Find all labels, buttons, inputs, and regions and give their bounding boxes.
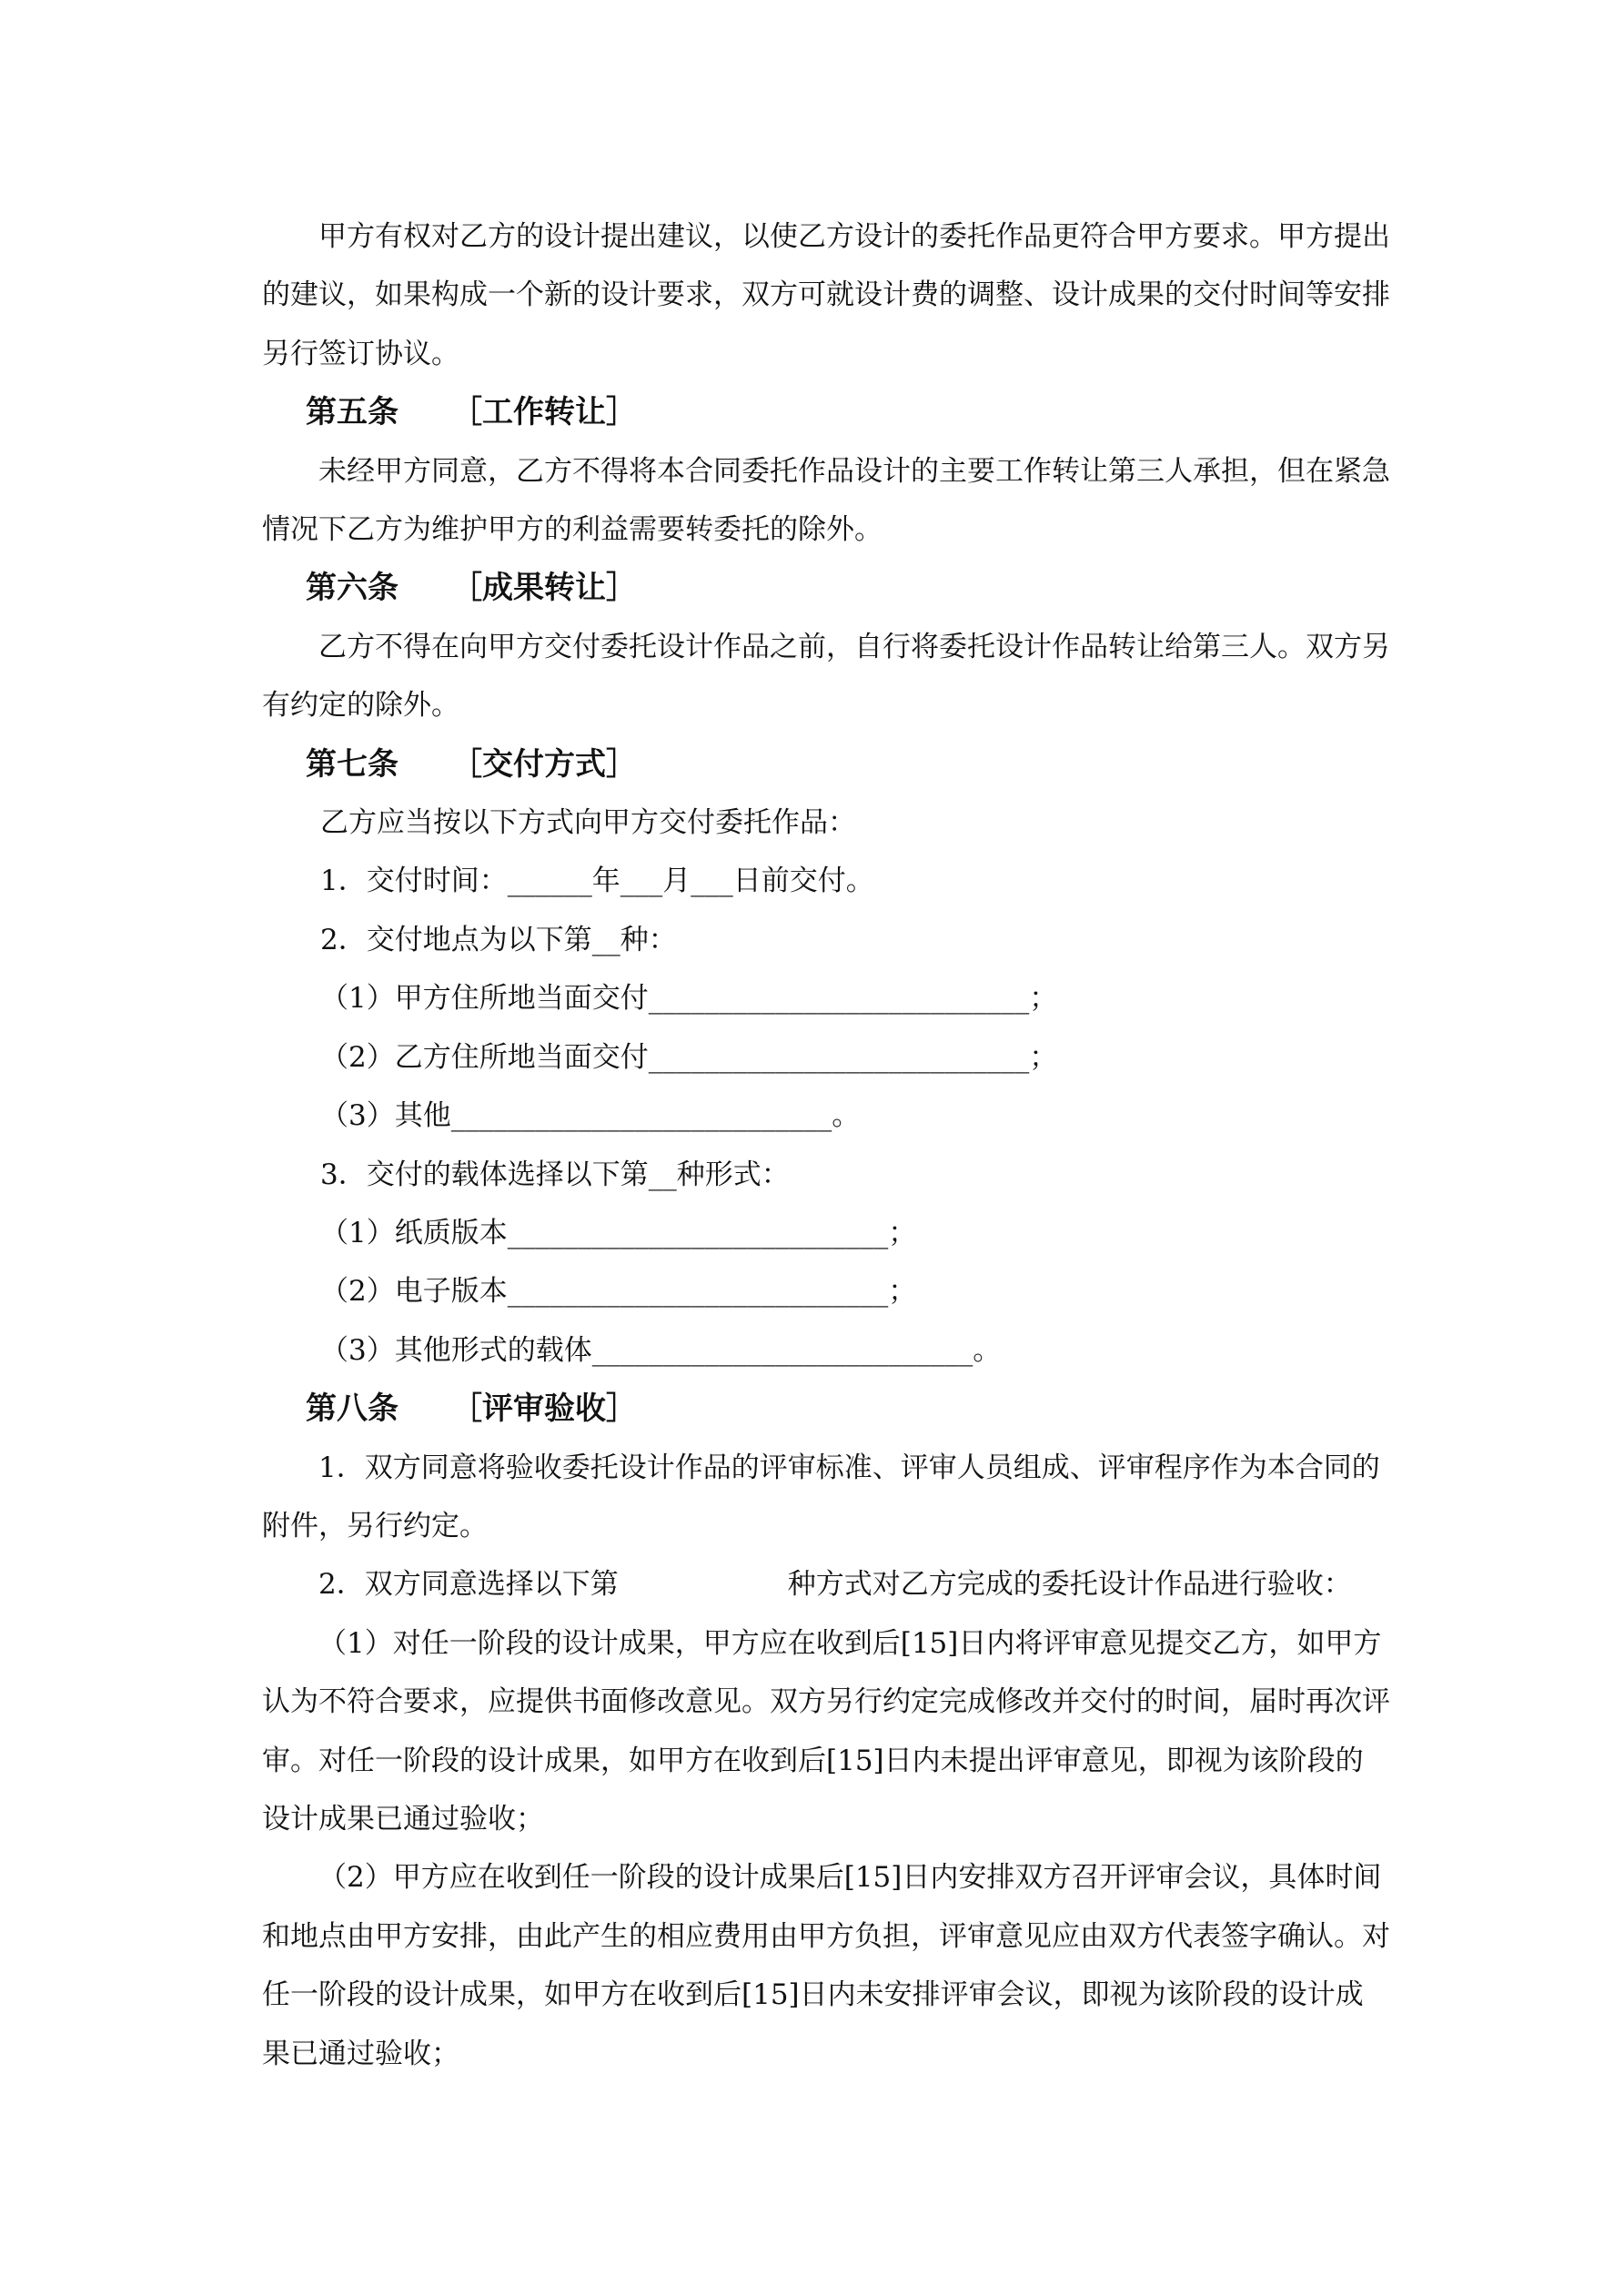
article-title: ［工作转让］ (451, 394, 637, 431)
article-title: ［评审验收］ (451, 1391, 637, 1428)
review-option-1: （1）对任一阶段的设计成果，甲方应在收到后[15]日内将评审意见提交乙方，如甲方认为不符合要求，应提供书面修改意见。双方另行约定完成修改并交付的时间，届时再次评审。对任一阶段的设计成果，如甲方在收到后[15]日内未提出评审意见，即视为该阶段的设计成果已通过验收； (262, 1626, 1390, 1836)
article-6-body: 乙方不得在向甲方交付委托设计作品之前，自行将委托设计作品转让给第三人。双方另有约定的除外。 (262, 630, 1390, 723)
delivery-place-option: （1）甲方住所地当面交付___________________________； (320, 982, 1058, 1016)
article-number: 第七条 (306, 745, 398, 783)
article-6-heading (262, 559, 1390, 617)
review-option-2: （2）甲方应在收到任一阶段的设计成果后[15]日内安排双方召开评审会议，具体时间和地点由甲方安排，由此产生的相应费用由甲方负担，评审意见应由双方代表签字确认。对任一阶段的设计成果，如甲方在收到后[15]日内未安排评审会议，即视为该阶段的设计成果已通过验收； (262, 1861, 1390, 2070)
article-title: ［成果转让］ (451, 570, 637, 607)
review-standards-item: 1．双方同意将验收委托设计作品的评审标准、评审人员组成、评审程序作为本合同的附件，另行约定。 (262, 1451, 1380, 1542)
paragraph-suggestion-rights: 甲方有权对乙方的设计提出建议，以使乙方设计的委托作品更符合甲方要求。甲方提出的建议，如果构成一个新的设计要求，双方可就设计费的调整、设计成果的交付时间等安排另行签订协议。 (262, 220, 1390, 370)
review-method-suffix: 种方式对乙方完成的委托设计作品进行验收： (787, 1568, 1352, 1602)
article-5-body: 未经甲方同意，乙方不得将本合同委托作品设计的主要工作转让第三人承担，但在紧急情况下乙方为维护甲方的利益需要转委托的除外。 (262, 454, 1390, 547)
delivery-medium-option: （2）电子版本___________________________； (320, 1275, 917, 1309)
delivery-place-item: 2．交付地点为以下第__种： (320, 923, 677, 956)
delivery-place-option: （3）其他___________________________。 (320, 1099, 861, 1133)
article-7-heading (262, 735, 1390, 794)
article-number: 第六条 (306, 570, 398, 607)
article-5-heading (262, 383, 1390, 441)
delivery-medium-option: （3）其他形式的载体___________________________。 (320, 1333, 1002, 1367)
review-method-item (262, 1555, 1390, 1613)
article-7-intro: 乙方应当按以下方式向甲方交付委托作品： (320, 806, 856, 840)
delivery-medium-item: 3．交付的载体选择以下第__种形式： (320, 1158, 790, 1191)
document-body (262, 207, 1390, 2083)
article-title: ［交付方式］ (451, 745, 637, 783)
delivery-medium-option: （1）纸质版本___________________________； (320, 1216, 917, 1249)
delivery-time-item: 1．交付时间：______年___月___日前交付。 (320, 865, 874, 898)
article-number: 第五条 (306, 394, 398, 431)
article-8-heading (262, 1380, 1390, 1438)
review-method-prefix: 2．双方同意选择以下第 (318, 1568, 619, 1602)
article-number: 第八条 (306, 1391, 398, 1428)
delivery-place-option: （2）乙方住所地当面交付___________________________； (320, 1040, 1058, 1074)
